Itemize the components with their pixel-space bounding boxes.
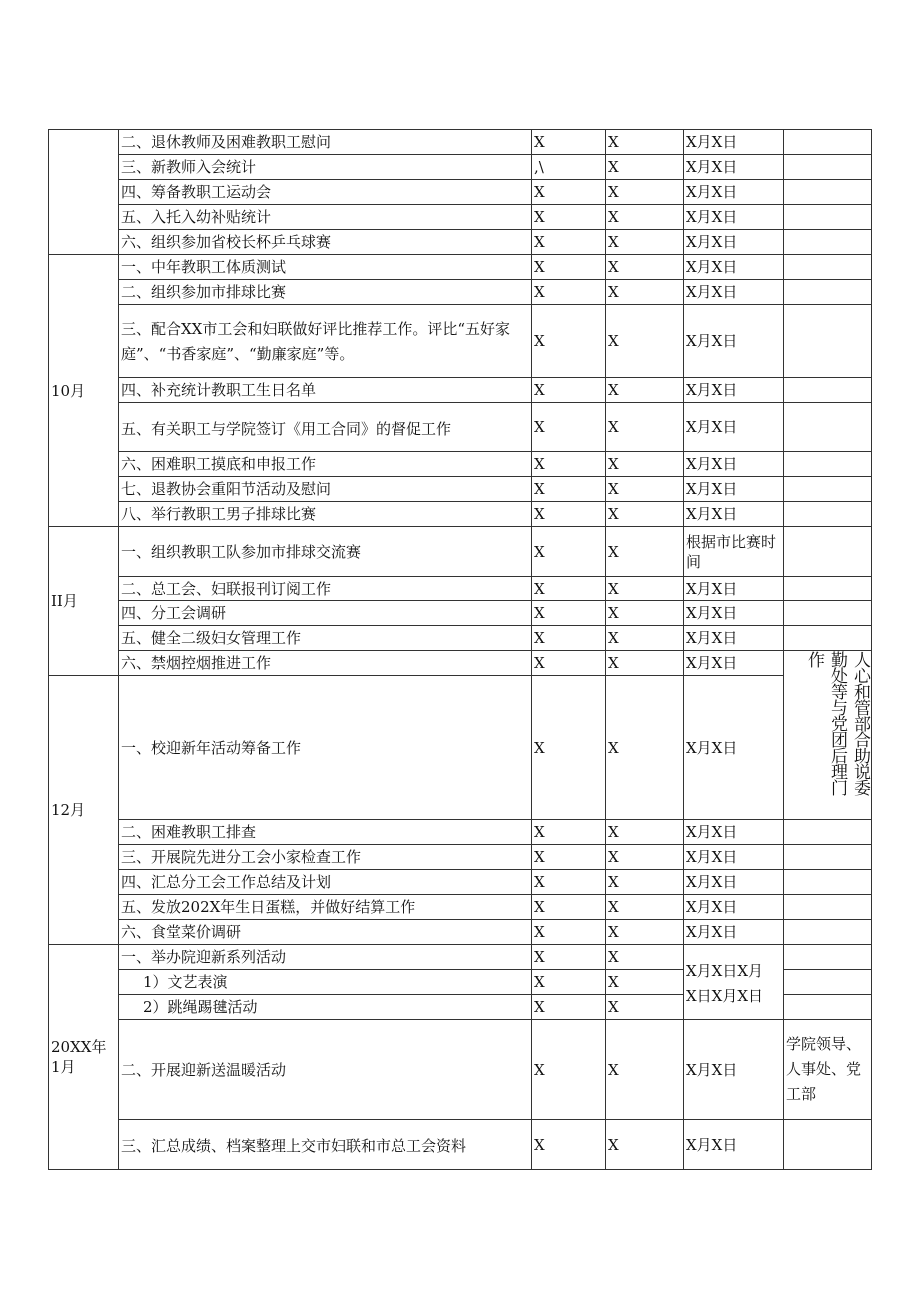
note-cell (784, 155, 872, 180)
responsible-cell: X (532, 626, 606, 651)
table-row (49, 1120, 872, 1170)
responsible-cell: X (532, 255, 606, 280)
vertical-note (784, 651, 871, 795)
task-cell: 七、退教协会重阳节活动及慰问 (119, 477, 532, 502)
date-line: X日X月X日 (686, 987, 764, 1005)
table-row (49, 452, 872, 477)
note-cell (784, 820, 872, 845)
table-row (49, 180, 872, 205)
date-cell: X月X日 (684, 626, 784, 651)
vertical-note-col2: 勤处等与党团后理门 (827, 651, 847, 795)
participant-cell: X (606, 651, 684, 676)
participant-cell: X (606, 870, 684, 895)
responsible-cell: X (532, 995, 606, 1020)
responsible-cell: X (532, 845, 606, 870)
date-cell: X月X日 (684, 601, 784, 626)
date-cell: X月X日 (684, 230, 784, 255)
table-row (49, 845, 872, 870)
table-row (49, 651, 872, 676)
note-cell (784, 895, 872, 920)
task-cell: 二、退休教师及困难教职工慰问 (119, 130, 532, 155)
task-cell: 三、新教师入会统计 (119, 155, 532, 180)
date-cell: X月X日 (684, 378, 784, 403)
responsible-cell: X (532, 1020, 606, 1120)
table-row (49, 820, 872, 845)
responsible-cell: X (532, 970, 606, 995)
note-cell (784, 205, 872, 230)
responsible-cell: X (532, 452, 606, 477)
task-cell: 八、举行教职工男子排球比赛 (119, 502, 532, 527)
note-cell (784, 130, 872, 155)
date-cell: X月X日 (684, 577, 784, 601)
task-cell: 四、汇总分工会工作总结及计划 (119, 870, 532, 895)
note-cell (784, 255, 872, 280)
table-row (49, 155, 872, 180)
date-cell: X月X日 (684, 255, 784, 280)
table-row (49, 205, 872, 230)
table-row (49, 920, 872, 945)
table-row (49, 403, 872, 452)
date-cell: X月X日 (684, 305, 784, 378)
participant-cell: X (606, 527, 684, 577)
note-cell (784, 403, 872, 452)
participant-cell: X (606, 577, 684, 601)
participant-cell: X (606, 280, 684, 305)
date-cell: X月X日 (684, 920, 784, 945)
task-cell: 二、开展迎新送温暖活动 (119, 1020, 532, 1120)
task-cell: 一、中年教职工体质测试 (119, 255, 532, 280)
participant-cell: X (606, 676, 684, 820)
responsible-cell: X (532, 378, 606, 403)
month-cell-october: 10月 (49, 255, 119, 527)
note-cell (784, 577, 872, 601)
table-row (49, 1020, 872, 1120)
task-cell: 三、开展院先进分工会小家检查工作 (119, 845, 532, 870)
task-cell: 一、组织教职工队参加市排球交流赛 (119, 527, 532, 577)
task-cell: 三、配合XX市工会和妇联做好评比推荐工作。评比“五好家庭”、“书香家庭”、“勤廉家庭”等。 (119, 305, 532, 378)
participant-cell: X (606, 1020, 684, 1120)
note-cell: 学院领导、人事处、党工部 (784, 1020, 872, 1120)
table-row (49, 502, 872, 527)
responsible-cell: X (532, 676, 606, 820)
responsible-cell: X (532, 280, 606, 305)
note-cell (784, 626, 872, 651)
table-row (49, 527, 872, 577)
date-cell: X月X日 (684, 180, 784, 205)
task-cell: 五、有关职工与学院签订《用工合同》的督促工作 (119, 403, 532, 452)
task-cell: 三、汇总成绩、档案整理上交市妇联和市总工会资料 (119, 1120, 532, 1170)
participant-cell: X (606, 995, 684, 1020)
participant-cell: X (606, 477, 684, 502)
date-cell: X月X日 (684, 205, 784, 230)
date-cell: X月X日 (684, 1120, 784, 1170)
participant-cell: X (606, 845, 684, 870)
note-cell (784, 920, 872, 945)
task-cell: 2）跳绳踢毽活动 (119, 995, 532, 1020)
date-cell (684, 945, 784, 1020)
responsible-cell: X (532, 180, 606, 205)
task-cell: 五、入托入幼补贴统计 (119, 205, 532, 230)
task-cell: 四、补充统计教职工生日名单 (119, 378, 532, 403)
responsible-cell: ,\ (532, 155, 606, 180)
month-cell-december: 12月 (49, 676, 119, 945)
date-cell: X月X日 (684, 895, 784, 920)
task-cell: 六、禁烟控烟推进工作 (119, 651, 532, 676)
task-cell: 五、健全二级妇女管理工作 (119, 626, 532, 651)
participant-cell: X (606, 180, 684, 205)
note-cell (784, 870, 872, 895)
participant-cell: X (606, 920, 684, 945)
note-cell (784, 452, 872, 477)
responsible-cell: X (532, 502, 606, 527)
month-year-label: 20XX年 (51, 1038, 107, 1056)
responsible-cell: X (532, 305, 606, 378)
participant-cell: X (606, 945, 684, 970)
date-cell: X月X日 (684, 502, 784, 527)
responsible-cell: X (532, 601, 606, 626)
date-cell: X月X日 (684, 403, 784, 452)
table-row (49, 626, 872, 651)
date-cell: 根据市比赛时间 (684, 527, 784, 577)
task-cell: 四、筹备教职工运动会 (119, 180, 532, 205)
table-row (49, 230, 872, 255)
date-cell: X月X日 (684, 820, 784, 845)
date-cell: X月X日 (684, 130, 784, 155)
date-cell: X月X日 (684, 452, 784, 477)
vertical-note-col1: 作 (804, 651, 824, 667)
participant-cell: X (606, 378, 684, 403)
task-cell: 六、组织参加省校长杯乒乓球赛 (119, 230, 532, 255)
task-cell: 四、分工会调研 (119, 601, 532, 626)
note-cell (784, 280, 872, 305)
participant-cell: X (606, 601, 684, 626)
participant-cell: X (606, 820, 684, 845)
participant-cell: X (606, 130, 684, 155)
participant-cell: X (606, 895, 684, 920)
table-row (49, 477, 872, 502)
participant-cell: X (606, 970, 684, 995)
task-cell: 六、困难职工摸底和申报工作 (119, 452, 532, 477)
note-cell (784, 601, 872, 626)
task-cell: 二、组织参加市排球比赛 (119, 280, 532, 305)
responsible-cell: X (532, 477, 606, 502)
note-cell (784, 527, 872, 577)
task-cell: 一、校迎新年活动筹备工作 (119, 676, 532, 820)
table-row (49, 130, 872, 155)
participant-cell: X (606, 502, 684, 527)
participant-cell: X (606, 452, 684, 477)
date-cell: X月X日 (684, 870, 784, 895)
responsible-cell: X (532, 527, 606, 577)
task-cell: 二、总工会、妇联报刊订阅工作 (119, 577, 532, 601)
table-row (49, 255, 872, 280)
note-cell (784, 945, 872, 970)
note-cell (784, 970, 872, 995)
note-cell (784, 1120, 872, 1170)
participant-cell: X (606, 205, 684, 230)
date-cell: X月X日 (684, 280, 784, 305)
note-cell (784, 502, 872, 527)
work-plan-table (48, 129, 872, 1170)
table-row (49, 378, 872, 403)
responsible-cell: X (532, 230, 606, 255)
table-row (49, 305, 872, 378)
vertical-note-cell (784, 651, 872, 820)
note-cell (784, 477, 872, 502)
table-row (49, 577, 872, 601)
note-cell (784, 995, 872, 1020)
participant-cell: X (606, 155, 684, 180)
responsible-cell: X (532, 895, 606, 920)
month-cell-november: II月 (49, 527, 119, 676)
month-cell-continued (49, 130, 119, 255)
table-row (49, 280, 872, 305)
note-cell (784, 378, 872, 403)
responsible-cell: X (532, 403, 606, 452)
participant-cell: X (606, 626, 684, 651)
note-cell (784, 180, 872, 205)
table-row (49, 870, 872, 895)
participant-cell: X (606, 230, 684, 255)
task-cell: 六、食堂菜价调研 (119, 920, 532, 945)
task-cell: 一、举办院迎新系列活动 (119, 945, 532, 970)
task-cell: 二、困难教职工排查 (119, 820, 532, 845)
table-row (49, 895, 872, 920)
note-cell (784, 230, 872, 255)
month-cell-january (49, 945, 119, 1170)
responsible-cell: X (532, 820, 606, 845)
note-cell (784, 845, 872, 870)
vertical-note-col3: 人心和管部合助说委 (850, 651, 870, 795)
task-cell: 五、发放202X年生日蛋糕，并做好结算工作 (119, 895, 532, 920)
participant-cell: X (606, 403, 684, 452)
date-cell: X月X日 (684, 477, 784, 502)
responsible-cell: X (532, 920, 606, 945)
table-row (49, 601, 872, 626)
date-cell: X月X日 (684, 845, 784, 870)
participant-cell: X (606, 1120, 684, 1170)
month-label: 1月 (51, 1058, 76, 1076)
responsible-cell: X (532, 577, 606, 601)
responsible-cell: X (532, 651, 606, 676)
responsible-cell: X (532, 130, 606, 155)
date-cell: X月X日 (684, 651, 784, 676)
responsible-cell: X (532, 945, 606, 970)
task-cell: 1）文艺表演 (119, 970, 532, 995)
table-row (49, 676, 872, 820)
date-cell: X月X日 (684, 676, 784, 820)
note-cell (784, 305, 872, 378)
participant-cell: X (606, 255, 684, 280)
date-cell: X月X日 (684, 155, 784, 180)
responsible-cell: X (532, 205, 606, 230)
date-line: X月X日X月 (686, 962, 764, 980)
date-cell: X月X日 (684, 1020, 784, 1120)
table-row (49, 945, 872, 970)
responsible-cell: X (532, 1120, 606, 1170)
participant-cell: X (606, 305, 684, 378)
responsible-cell: X (532, 870, 606, 895)
